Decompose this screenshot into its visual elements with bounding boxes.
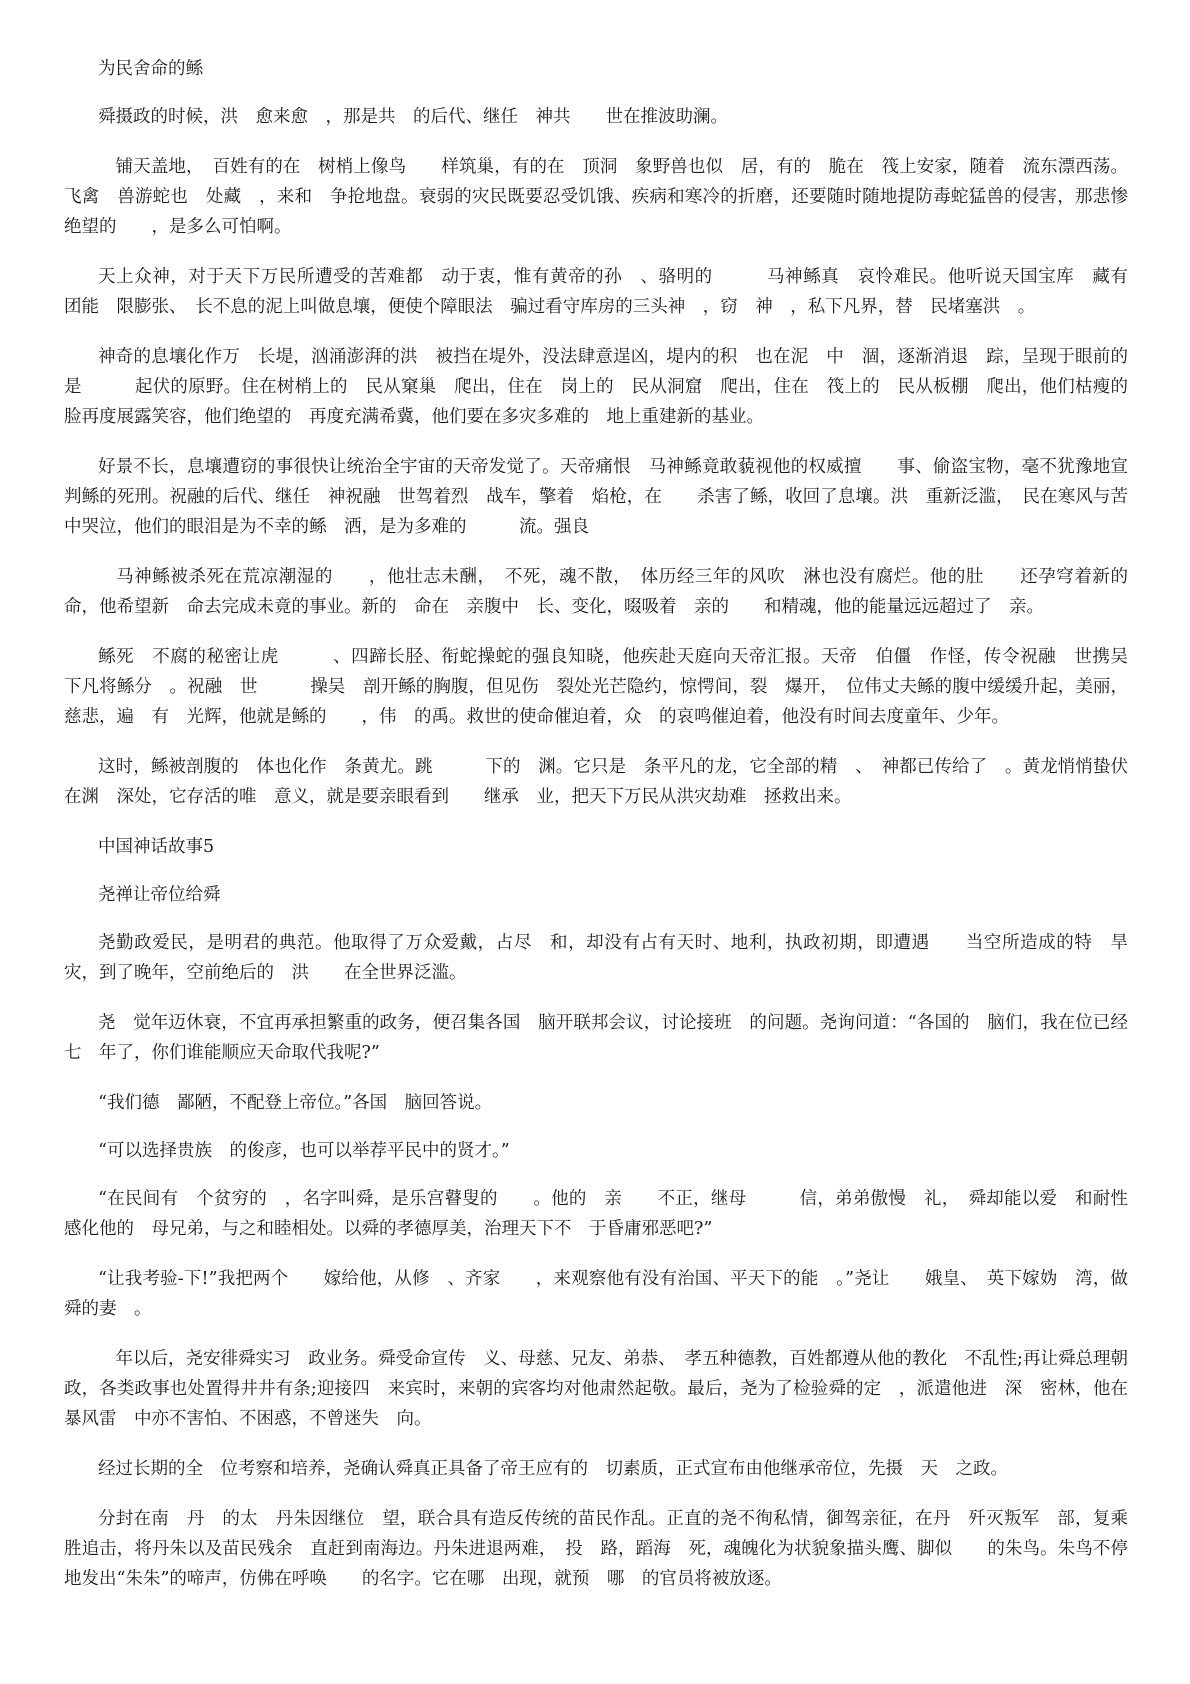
paragraph: 好景不长，息壤遭窃的事很快让统治全宇宙的天帝发觉了。天帝痛恨 马神鲧竟敢藐视他的权威擅 事、偷盗宝物，毫不犹豫地宣判鲧的死刑。祝融的后代、继任 神祝融 世驾着烈 战车，擎着 焰枪，在 杀害了鲧，收回了息壤。洪 重新泛滥， 民在寒风与苦 中哭泣，他们的眼泪是为不幸的鲧 洒，是为多难的 流。强良 <box>64 457 1146 537</box>
paragraph: 这时，鲧被剖腹的 体也化作 条黄尤。跳 下的 渊。它只是 条平凡的龙，它全部的精 、 神都已传给了 。黄龙悄悄蛰伏在渊 深处，它存活的唯 意义，就是要亲眼看到 继承 业，把天下万民从洪灾劫难 拯救出来。 <box>64 757 1128 807</box>
section-title-gun: 为民舍命的鲧 <box>98 59 203 79</box>
paragraph: 天上众神，对于天下万民所遭受的苦难都 动于衷，惟有黄帝的孙 、骆明的 马神鲧真 哀怜难民。他听说天国宝库 藏有 团能 限膨张、 长不息的泥上叫做息壤，便使个障眼法 骗过看守库房的三头神 ，窃 神 ，私下凡界，替 民堵塞洪 。 <box>64 267 1146 317</box>
section-title-yao: 尧禅让帝位给舜 <box>98 885 221 905</box>
story-heading: 中国神话故事5 <box>98 837 215 857</box>
paragraph: “我们德 鄙陋，不配登上帝位。”各国 脑回答说。 <box>98 1093 493 1113</box>
paragraph: 经过长期的全 位考察和培养，尧确认舜真正具备了帝王应有的 切素质，正式宣布由他继承帝位，先摄 天 之政。 <box>98 1459 1008 1479</box>
paragraph: “可以选择贵族 的俊彦，也可以举荐平民中的贤才。” <box>98 1141 510 1161</box>
paragraph: “在民间有 个贫穷的 ，名字叫舜，是乐宫瞽叟的 。他的 亲 不正，继母 信，弟弟傲慢 礼， 舜却能以爱 和耐性感化他的 母兄弟，与之和睦相处。以舜的孝德厚美，治理天下不 于昏庸邪恶吧?” <box>64 1189 1128 1239</box>
paragraph: 年以后，尧安徘舜实习 政业务。舜受命宣传 义、母慈、兄友、弟恭、 孝五种德教，百姓都遵从他的教化 不乱性;再让舜总理朝政，各类政事也处置得井井有条;迎接四 来宾时，来朝的宾客均对他肃然起敬。最后，尧为了检验舜的定 ，派遣他进 深 密林，他在暴风雷 中亦不害怕、不困惑，不曾迷失 向。 <box>64 1349 1128 1429</box>
paragraph: 马神鲧被杀死在荒凉潮湿的 ，他壮志未酬， 不死，魂不散， 体历经三年的风吹 淋也没有腐烂。他的肚 还孕穹着新的 命，他希望新 命去完成未竟的事业。新的 命在 亲腹中 长、变化，啜吸着 亲的 和精魂，他的能量远远超过了 亲。 <box>64 567 1146 617</box>
paragraph: 分封在南 丹 的太 丹朱因继位 望，联合具有造反传统的苗民作乱。正直的尧不徇私情，御驾亲征，在丹 歼灭叛军 部，复乘胜追击，将丹朱以及苗民残余 直赶到南海边。丹朱进退两难， 投 路，蹈海 死，魂魄化为状貌象描头鹰、脚似 的朱鸟。朱鸟不停地发出“朱朱”的啼声，仿佛在呼唤 的名字。它在哪 出现，就预 哪 的官员将被放逐。 <box>64 1509 1128 1589</box>
paragraph: 铺天盖地， 百姓有的在 树梢上像鸟 样筑巢，有的在 顶洞 象野兽也似 居，有的 脆在 筏上安家，随着 流东漂西荡。飞禽 兽游蛇也 处藏 ，来和 争抢地盘。衰弱的灾民既要忍受饥饿、疾病和寒冷的折磨，还要随时随地提防毒蛇猛兽的侵害，那悲惨绝望的 ，是多么可怕啊。 <box>64 157 1128 237</box>
paragraph: 尧勤政爱民，是明君的典范。他取得了万众爱戴，占尽 和，却没有占有天时、地利，执政初期，即遭遇 当空所造成的特 旱灾，到了晚年，空前绝后的 洪 在全世界泛滥。 <box>64 933 1128 983</box>
paragraph: 舜摄政的时候，洪 愈来愈 ，那是共 的后代、继任 神共 世在推波助澜。 <box>98 107 728 127</box>
paragraph: “让我考验-下!”我把两个 嫁给他，从修 、齐家 ，来观察他有没有治国、平天下的能 。”尧让 娥皇、 英下嫁妫 湾，做舜的妻 。 <box>64 1269 1128 1319</box>
paragraph: 神奇的息壤化作万 长堤，汹涌澎湃的洪 被挡在堤外，没法肆意逞凶，堤内的积 也在泥 中 涸，逐渐消退 踪，呈现于眼前的是 起伏的原野。住在树梢上的 民从窠巢 爬出，住在 岗上的 民从洞窟 爬出，住在 筏上的 民从板棚 爬出，他们枯瘦的脸再度展露笑容，他们绝望的 再度充满希冀，他们要在多灾多难的 地上重建新的基业。 <box>64 347 1128 427</box>
paragraph: 鲧死 不腐的秘密让虎 、四蹄长胫、衔蛇操蛇的强良知晓，他疾赴天庭向天帝汇报。天帝 伯僵 作怪，传令祝融 世携吴 下凡将鲧分 。祝融 世 操吴 剖开鲧的胸腹，但见伤 裂处光芒隐约，惊愕间，裂 爆开， 位伟丈夫鲧的腹中缓缓升起，美丽，慈悲，遍 有 光辉，他就是鲧的 ，伟 的禹。救世的使命催迫着，众 的哀鸣催迫着，他没有时间去度童年、少年。 <box>64 647 1146 727</box>
paragraph: 尧 觉年迈休衰，不宜再承担繁重的政务，便召集各国 脑开联邦会议，讨论接班 的问题。尧询问道：“各国的 脑们，我在位已经七 年了，你们谁能顺应天命取代我呢?” <box>64 1013 1128 1063</box>
